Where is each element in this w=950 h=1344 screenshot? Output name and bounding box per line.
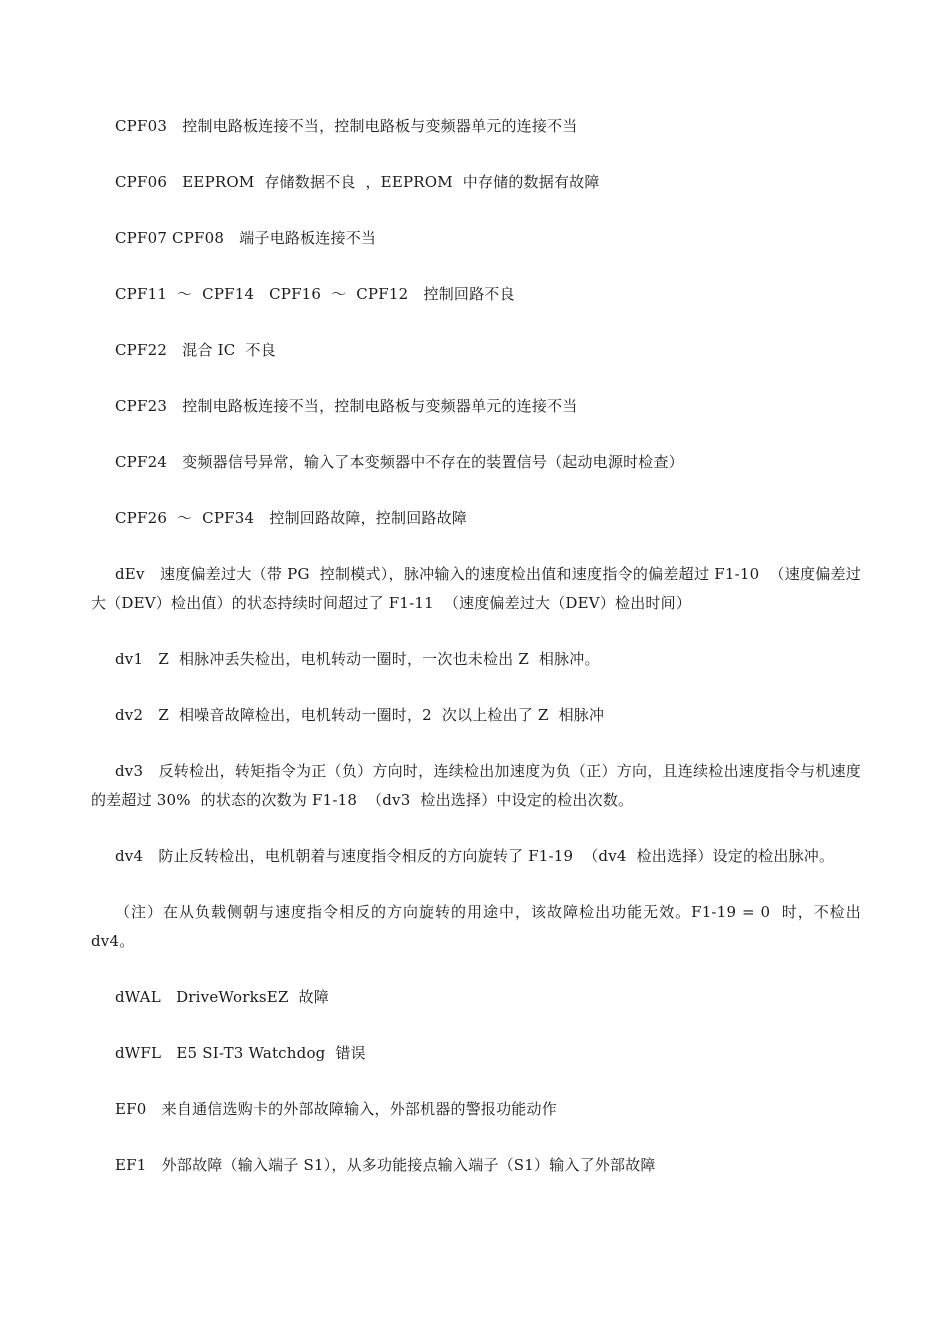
paragraph-dv2: dv2 Z 相噪音故障检出，电机转动一圈时，2 次以上检出了 Z 相脉冲 bbox=[115, 706, 605, 724]
paragraph-cpf11-cpf14: CPF11 ～ CPF14 CPF16 ～ CPF12 控制回路不良 bbox=[115, 285, 515, 303]
paragraph-note: （注）在从负载侧朝与速度指令相反的方向旋转的用途中，该故障检出功能无效。F1-19 = 0 时，不检出 dv4。 bbox=[91, 903, 866, 950]
paragraph-ef1: EF1 外部故障（输入端子 S1），从多功能接点输入端子（S1）输入了外部故障 bbox=[115, 1156, 656, 1174]
paragraph-cpf26-cpf34: CPF26 ～ CPF34 控制回路故障，控制回路故障 bbox=[115, 509, 468, 527]
paragraph-dv1: dv1 Z 相脉冲丢失检出，电机转动一圈时，一次也未检出 Z 相脉冲。 bbox=[115, 650, 600, 668]
paragraph-cpf03: CPF03 控制电路板连接不当，控制电路板与变频器单元的连接不当 bbox=[115, 117, 578, 135]
paragraph-cpf23: CPF23 控制电路板连接不当，控制电路板与变频器单元的连接不当 bbox=[115, 397, 578, 415]
paragraph-cpf22: CPF22 混合 IC 不良 bbox=[115, 341, 276, 359]
paragraph-dv4: dv4 防止反转检出，电机朝着与速度指令相反的方向旋转了 F1-19 （dv4 检出选择）设定的检出脉冲。 bbox=[115, 847, 835, 865]
paragraph-ef0: EF0 来自通信选购卡的外部故障输入，外部机器的警报功能动作 bbox=[115, 1100, 557, 1118]
paragraph-cpf24: CPF24 变频器信号异常，输入了本变频器中不存在的装置信号（起动电源时检查） bbox=[115, 453, 684, 471]
paragraph-cpf07-cpf08: CPF07 CPF08 端子电路板连接不当 bbox=[115, 229, 377, 247]
paragraph-dv3: dv3 反转检出，转矩指令为正（负）方向时，连续检出加速度为负（正）方向，且连续检出速度指令与机速度的差超过 30% 的状态的次数为 F1-18 （dv3 检出选择）中设定的检出次数。 bbox=[91, 762, 861, 809]
paragraph-dwal: dWAL DriveWorksEZ 故障 bbox=[115, 988, 329, 1006]
paragraph-cpf06: CPF06 EEPROM 存储数据不良 ，EEPROM 中存储的数据有故障 bbox=[115, 173, 600, 191]
paragraph-dwfl: dWFL E5 SI-T3 Watchdog 错误 bbox=[115, 1044, 366, 1062]
document-body bbox=[91, 112, 866, 1207]
paragraph-dev: dEv 速度偏差过大（带 PG 控制模式），脉冲输入的速度检出值和速度指令的偏差超过 F1-10 （速度偏差过大（DEV）检出值）的状态持续时间超过了 F1-11 （速度偏差过大（DEV）检出时间） bbox=[91, 565, 861, 612]
